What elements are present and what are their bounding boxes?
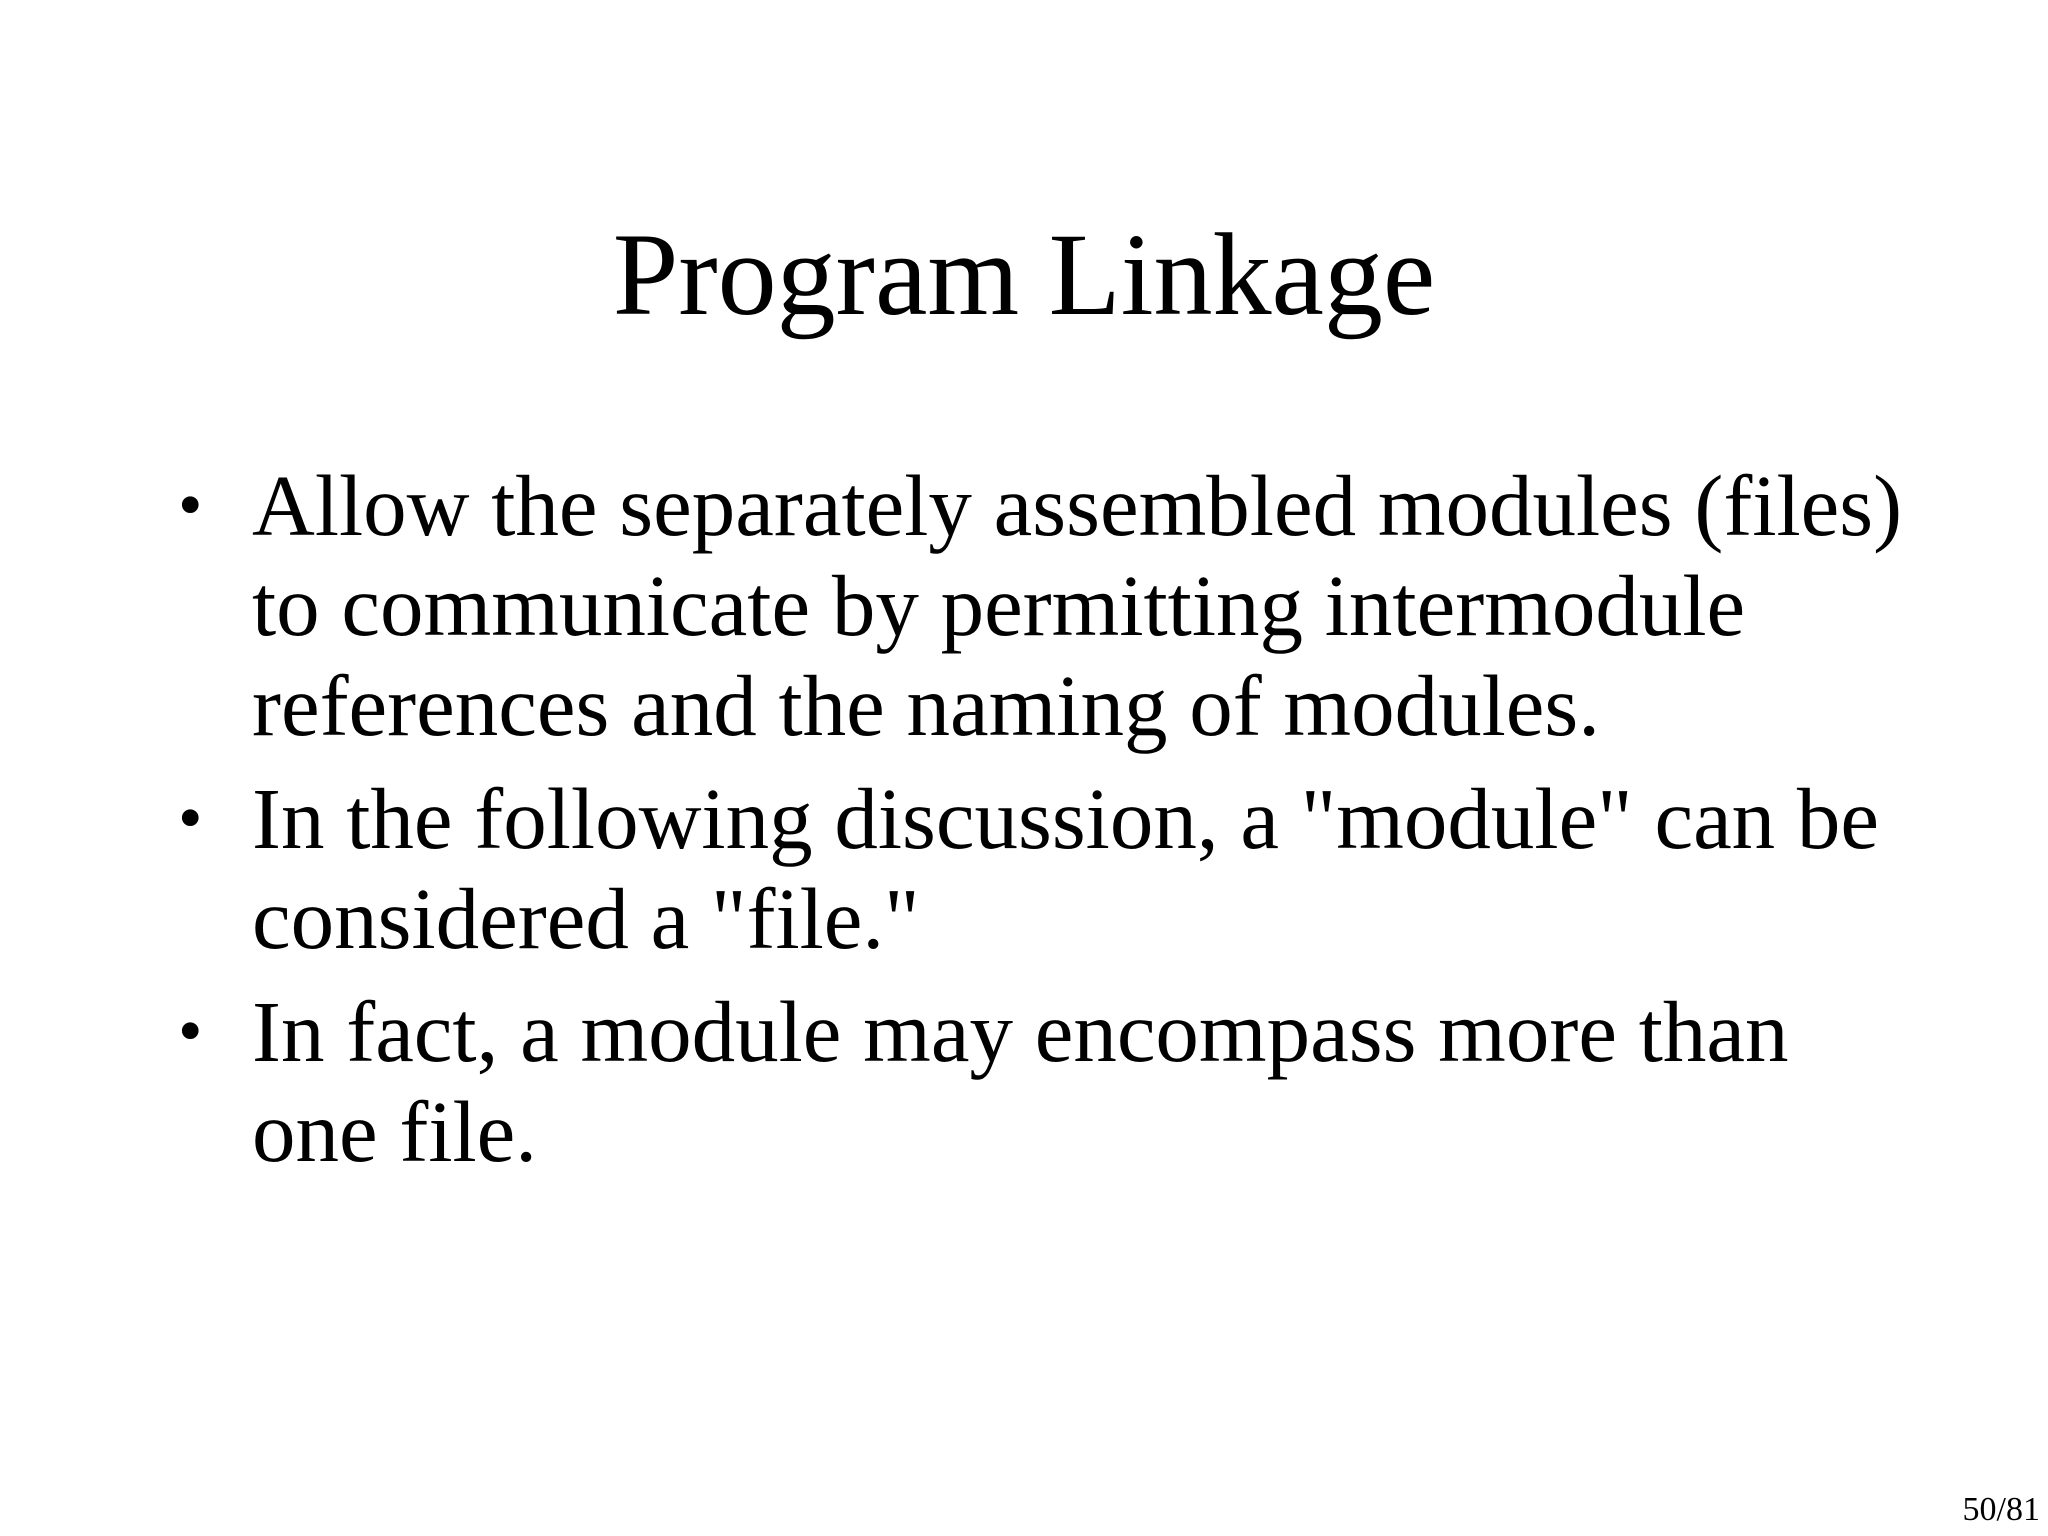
bullet-item xyxy=(160,982,1920,1182)
bullet-item xyxy=(160,769,1920,969)
bullet-text: Allow the separately assembled modules (files) to communicate by permitting intermodule references and the naming of modules. xyxy=(252,457,1903,754)
slide-title: Program Linkage xyxy=(612,209,1436,340)
bullet-text: In fact, a module may encompass more than one file. xyxy=(252,983,1789,1180)
bullet-icon: • xyxy=(178,467,203,544)
bullet-icon: • xyxy=(178,780,203,857)
bullet-list xyxy=(160,456,1920,1195)
bullet-item xyxy=(160,456,1920,756)
bullet-icon: • xyxy=(178,993,203,1070)
bullet-text: In the following discussion, a "module" can be considered a "file." xyxy=(252,770,1880,967)
page-number: 50/81 xyxy=(1962,1491,2040,1528)
